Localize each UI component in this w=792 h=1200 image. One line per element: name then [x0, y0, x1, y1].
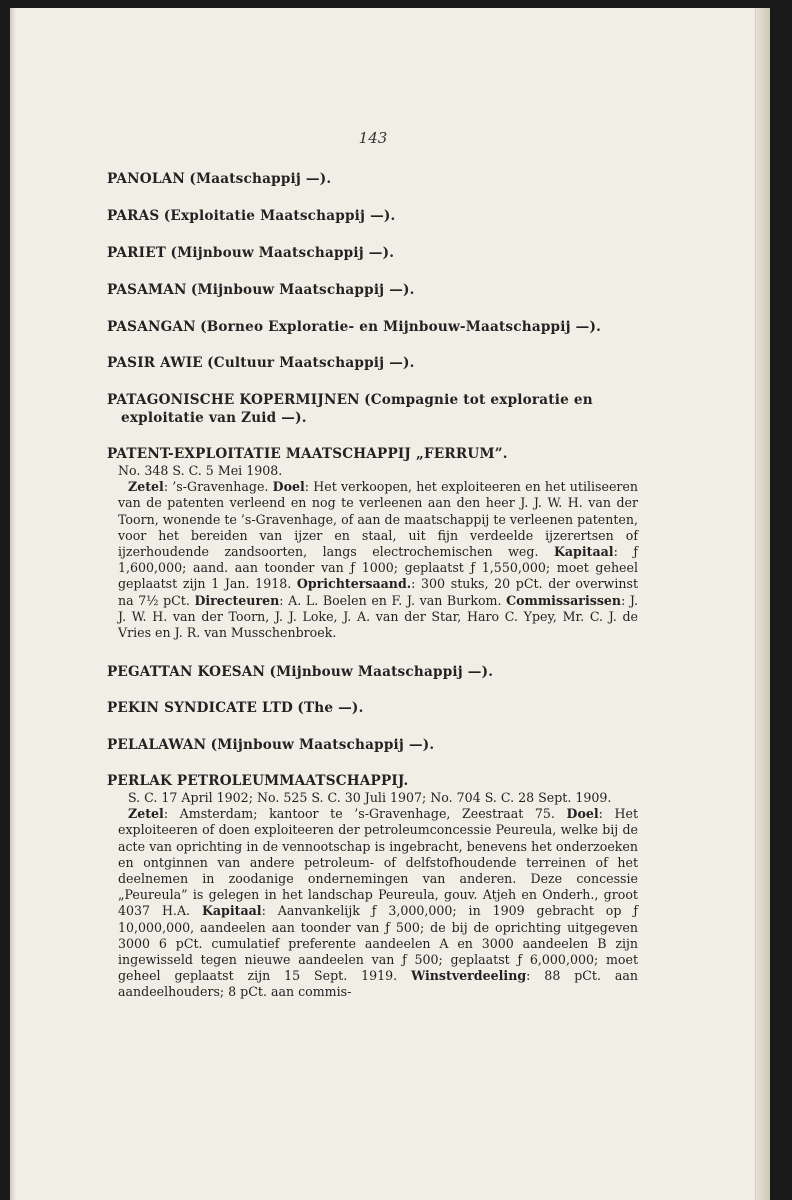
registration-line: S. C. 17 April 1902; No. 525 S. C. 30 Juli 1907; No. 704 S. C. 28 Sept. 1909.: [128, 790, 612, 805]
entry-name: PANOLAN: [107, 171, 185, 187]
label-directeuren: Directeuren: [194, 592, 280, 608]
entry-rest: (Compagnie tot exploratie en: [364, 392, 593, 408]
label-doel: Doel: [272, 479, 305, 495]
entry-name: PARAS: [107, 208, 160, 224]
text-kapitaal: : Aanvankelijk ƒ 3,000,000; in 1909 gebracht op ƒ 10,000,000, aandeelen aan toonder van ƒ 500; de bij de oprichting uitgegeven 3000 6 pCt. cumulatief preferente aandeelen A en 3000 aandeelen B zijn ingewisseld tegen nieuwe aandeelen van ƒ 500; geplaatst ƒ 6,000,000; moet geheel geplaatst zijn 15 Sept. 1919.: [118, 903, 639, 984]
entry-name: PASANGAN: [107, 319, 196, 335]
entry-rest: (Mijnbouw Maatschappij —).: [269, 664, 494, 680]
entry-rest: (Mijnbouw Maatschappij —).: [170, 245, 395, 261]
ferrum-description: [118, 479, 638, 641]
label-zetel: Zetel: [128, 479, 164, 495]
entry-name: PATENT-EXPLOITATIE MAATSCHAPPIJ „FERRUM”.: [107, 446, 508, 462]
entry-patagonische: [107, 391, 637, 427]
registration-line: No. 348 S. C. 5 Mei 1908.: [118, 463, 283, 478]
entry-pegattan-koesan: [107, 663, 637, 681]
text-winstverdeeling: : 88 pCt. aan aandeelhouders; 8 pCt. aan commis-: [118, 968, 638, 1000]
text-directeuren: : A. L. Boelen en F. J. van Burkom.: [279, 592, 507, 608]
entry-panolan: [107, 170, 637, 188]
perlak-description: [118, 806, 638, 1000]
entry-continuation: exploitatie van Zuid —).: [121, 410, 307, 426]
text-doel: : Het exploiteeren of doen exploiteeren der petroleumconcessie Peureula, welke bij de acte van oprichting in de vennootschap is ingebracht, benevens het onderzoeken en ontginnen van andere petroleum- of delfstofhoudende terreinen of het deelnemen in zoodanige ondernemingen van anderen. Deze concessie „Peureula” is gelegen in het landschap Peureula, gouv. Atjeh en Onderh., groot 4037 H.A.: [118, 806, 638, 919]
text-commissarissen: : J. J. W. H. van der Toorn, J. J. Loke, J. A. van der Star, Haro C. Ypey, Mr. C. J. de Vries en J. R. van Musschenbroek.: [118, 592, 639, 641]
label-commissarissen: Commissarissen: [506, 592, 622, 608]
entry-ferrum-body: [118, 463, 638, 641]
entry-pasaman: [107, 281, 637, 299]
entry-pekin-syndicate: [107, 699, 637, 717]
page-edge: [755, 8, 770, 1200]
entry-rest: (Exploitatie Maatschappij —).: [163, 208, 396, 224]
entry-perlak-body: [118, 790, 638, 1001]
label-kapitaal: Kapitaal: [553, 544, 614, 560]
label-zetel: Zetel: [128, 806, 164, 822]
text-kapitaal: : ƒ 1,600,000; aand. aan toonder van ƒ 1000; geplaatst ƒ 1,550,000; moet geheel geplaatst zijn 1 Jan. 1918.: [118, 544, 638, 592]
entry-name: PASIR AWIE: [107, 355, 203, 371]
entry-rest: (Borneo Exploratie- en Mijnbouw-Maatschappij —).: [200, 319, 602, 335]
book-page: [10, 8, 770, 1200]
entry-rest: (Mijnbouw Maatschappij —).: [210, 737, 435, 753]
entry-ferrum-heading: [107, 445, 637, 463]
text-zetel: : Amsterdam; kantoor te ’s-Gravenhage, Zeestraat 75.: [163, 806, 567, 822]
entry-name: PEGATTAN KOESAN: [107, 664, 266, 680]
label-oprichtersaand: Oprichtersaand.: [296, 576, 412, 592]
text-zetel: : ’s-Gravenhage.: [163, 479, 273, 495]
entry-pariet: [107, 244, 637, 262]
page-spine: [10, 8, 16, 1200]
entry-pasangan: [107, 318, 637, 336]
page-number: 143: [358, 129, 388, 147]
entry-pasir-awie: [107, 354, 637, 372]
entry-name: PELALAWAN: [107, 737, 207, 753]
label-doel: Doel: [566, 806, 599, 822]
label-winstverdeeling: Winstverdeeling: [411, 968, 527, 984]
text-oprichtersaand: : 300 stuks, 20 pCt. der overwinst na 7½ pCt.: [118, 576, 639, 608]
entry-name: PERLAK PETROLEUMMAATSCHAPPIJ.: [107, 773, 409, 789]
entry-name: PARIET: [107, 245, 167, 261]
label-kapitaal: Kapitaal: [201, 903, 262, 919]
entry-paras: [107, 207, 637, 225]
entry-name: PEKIN SYNDICATE LTD: [107, 700, 293, 716]
entry-perlak-heading: [107, 772, 637, 790]
entry-rest: (The —).: [297, 700, 364, 716]
entry-rest: (Maatschappij —).: [189, 171, 332, 187]
entry-name: PATAGONISCHE KOPERMIJNEN: [107, 392, 360, 408]
text-doel: : Het verkoopen, het exploiteeren en het utiliseeren van de patenten verleend en nog te verleenen aan den heer J. J. W. H. van der Toorn, wonende te ’s-Gravenhage, of aan de maatschappij te verleenen patenten, voor het bereiden van ijzer en staal, uit fijn verdeelde ijzerertsen of ijzerhoudende zandsoorten, langs electrochemischen weg.: [118, 479, 638, 560]
entry-pelalawan: [107, 736, 637, 754]
entry-name: PASAMAN: [107, 282, 187, 298]
entry-rest: (Mijnbouw Maatschappij —).: [190, 282, 415, 298]
entry-rest: (Cultuur Maatschappij —).: [207, 355, 415, 371]
